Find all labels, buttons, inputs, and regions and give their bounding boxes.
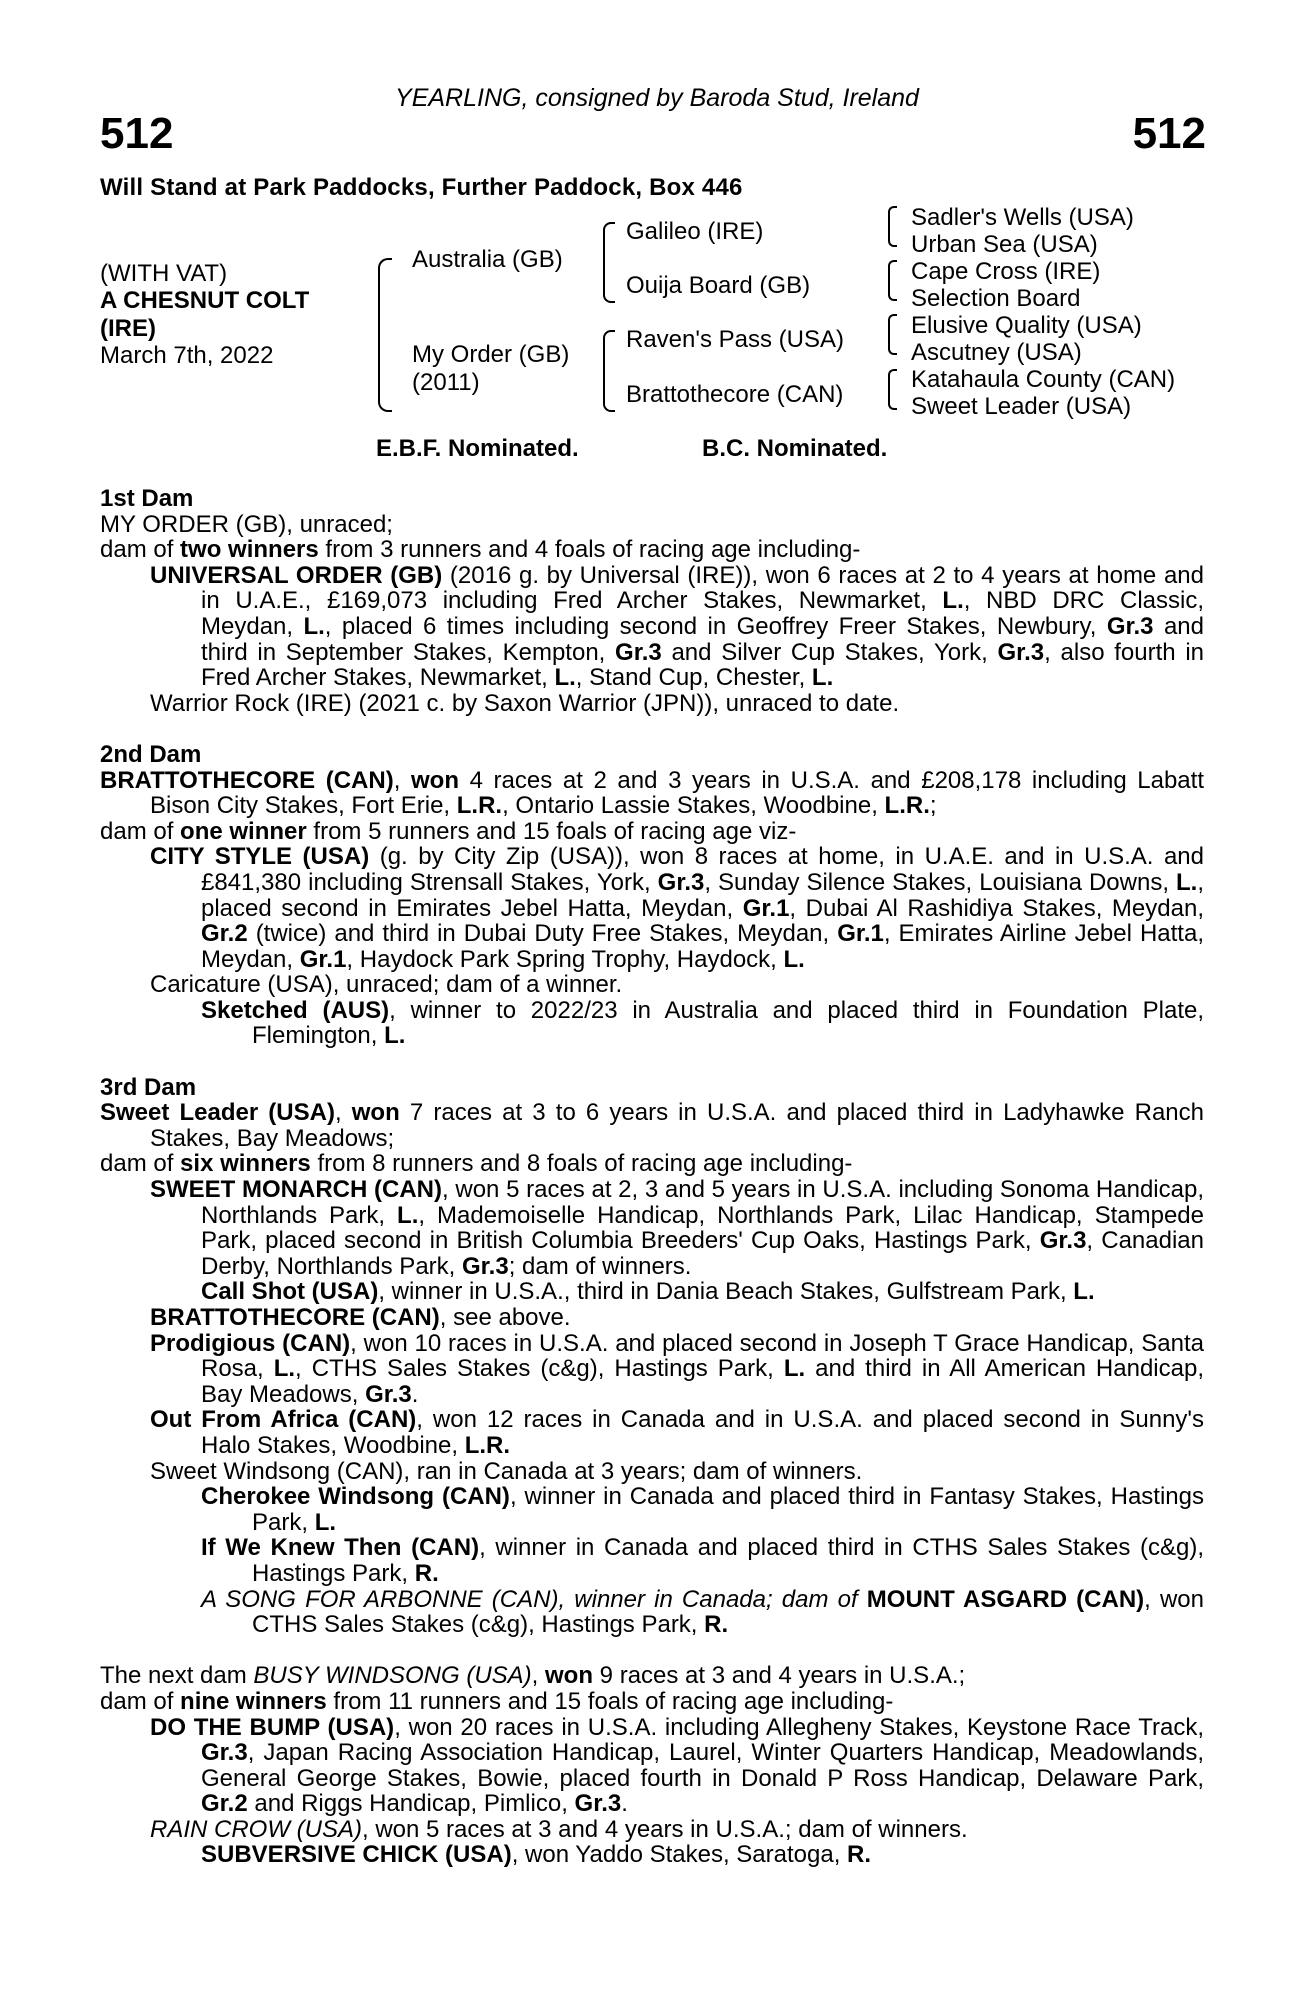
sire-dam: Ouija Board (GB) <box>626 272 811 299</box>
gg-elusive-quality: Elusive Quality (USA) <box>911 312 1142 339</box>
second-dam-heading: 2nd Dam <box>100 740 202 768</box>
dam: My Order (GB) <box>412 341 570 368</box>
lot-number-left: 512 <box>100 109 174 158</box>
entry-do-the-bump: DO THE BUMP (USA), won 20 races in U.S.A. including Allegheny Stakes, Keystone Race Track, Gr.3, Japan Racing Association Handicap, Laurel, Winter Quarters Handicap, Meadowlands, General George Stakes, Bowie, placed fourth in Donald P Ross Handicap, Delaware Park, Gr.2 and Riggs Handicap, Pimlico, Gr.3. <box>150 1713 1204 1818</box>
brace-g78 <box>888 369 897 410</box>
gg-katahaula-county: Katahaula County (CAN) <box>911 366 1176 393</box>
dam-year: (2011) <box>412 369 480 396</box>
entry-out-from-africa: Out From Africa (CAN), won 12 races in Canada and in U.S.A. and placed second in Sunny's Halo Stakes, Woodbine, L.R. <box>150 1406 1204 1459</box>
gg-selection-board: Selection Board <box>911 285 1081 312</box>
sire-sire: Galileo (IRE) <box>626 218 764 245</box>
foaled-date: March 7th, 2022 <box>100 342 274 369</box>
brace-sire-dam <box>378 258 392 412</box>
entry-sweet-windsong: Sweet Windsong (CAN), ran in Canada at 3 years; dam of winners. <box>150 1457 863 1485</box>
entry-brattothecore: BRATTOTHECORE (CAN), see above. <box>150 1304 571 1331</box>
first-dam-heading: 1st Dam <box>100 485 194 512</box>
second-dam-produce-line: dam of one winner from 5 runners and 15 foals of racing age viz- <box>100 817 797 845</box>
first-dam-produce-line: dam of two winners from 3 runners and 4 foals of racing age including- <box>100 536 861 564</box>
horse-suffix: (IRE) <box>100 315 156 342</box>
lot-number-right: 512 <box>1132 109 1206 158</box>
gg-urban-sea: Urban Sea (USA) <box>911 231 1098 258</box>
entry-city-style: CITY STYLE (USA) (g. by City Zip (USA)), won 8 races at home, in U.A.E. and in U.S.A. and £841,380 including Strensall Stakes, York, Gr.3, Sunday Silence Stakes, Louisiana Downs, L., placed second in Emirates Jebel Hatta, Meydan, Gr.1, Dubai Al Rashidiya Stakes, Meydan, Gr.2 (twice) and third in Dubai Duty Free Stakes, Meydan, Gr.1, Emirates Airline Jebel Hatta, Meydan, Gr.1, Haydock Park Spring Trophy, Haydock, L. <box>150 843 1205 973</box>
ebf-nominated: E.B.F. Nominated. <box>376 435 579 462</box>
gg-sadlers-wells: Sadler's Wells (USA) <box>911 204 1134 231</box>
entry-caricature: Caricature (USA), unraced; dam of a winner. <box>150 971 623 999</box>
entry-universal-order: UNIVERSAL ORDER (GB) (2016 g. by Universal (IRE)), won 6 races at 2 to 4 years at home and in U.A.E., £169,073 including Fred Archer Stakes, Newmarket, L., NBD DRC Classic, Meydan, L., placed 6 times including second in Geoffrey Freer Stakes, Newbury, Gr.3 and third in September Stakes, Kempton, Gr.3 and Silver Cup Stakes, York, Gr.3, also fourth in Fred Archer Stakes, Newmarket, L., Stand Cup, Chester, L. <box>150 561 1205 692</box>
third-dam-heading: 3rd Dam <box>100 1073 197 1101</box>
brace-sire-line <box>603 222 615 303</box>
vat-label: (WITH VAT) <box>100 260 228 287</box>
brace-g12 <box>888 206 897 247</box>
third-dam-produce-line: dam of six winners from 8 runners and 8 foals of racing age including- <box>100 1150 853 1178</box>
gg-cape-cross: Cape Cross (IRE) <box>911 258 1101 285</box>
catalogue-body <box>100 486 1204 1868</box>
third-dam-line: Sweet Leader (USA), won 7 races at 3 to 6 years in U.S.A. and placed third in Ladyhawke Ranch Stakes, Bay Meadows; <box>100 1099 1204 1152</box>
brace-g56 <box>888 314 897 355</box>
entry-cherokee-windsong: Cherokee Windsong (CAN), winner in Canada and placed third in Fantasy Stakes, Hastings Park, L. <box>201 1483 1204 1536</box>
gg-sweet-leader: Sweet Leader (USA) <box>911 393 1132 420</box>
dam-sire: Raven's Pass (USA) <box>626 326 844 353</box>
next-dam-produce-line: dam of nine winners from 11 runners and 15 foals of racing age including- <box>100 1687 894 1715</box>
horse-name: A CHESNUT COLT <box>100 287 310 314</box>
entry-warrior-rock: Warrior Rock (IRE) (2021 c. by Saxon Warrior (JPN)), unraced to date. <box>150 689 900 717</box>
entry-if-we-knew-then: If We Knew Then (CAN), winner in Canada and placed third in CTHS Sales Stakes (c&g), Hastings Park, R. <box>201 1534 1205 1587</box>
entry-sketched: Sketched (AUS), winner to 2022/23 in Australia and placed third in Foundation Plate, Flemington, L. <box>201 996 1204 1050</box>
entry-sweet-monarch: SWEET MONARCH (CAN), won 5 races at 2, 3 and 5 years in U.S.A. including Sonoma Handicap, Northlands Park, L., Mademoiselle Handicap, Northlands Park, Lilac Handicap, Stampede Park, placed second in British Columbia Breeders' Cup Oaks, Hastings Park, Gr.3, Canadian Derby, Northlands Park, Gr.3; dam of winners. <box>150 1176 1205 1280</box>
consignor-line: YEARLING, consigned by Baroda Stud, Ireland <box>395 84 919 112</box>
dam-dam: Brattothecore (CAN) <box>626 381 844 408</box>
stand-line: Will Stand at Park Paddocks, Further Paddock, Box 446 <box>100 174 743 201</box>
first-dam-line: MY ORDER (GB), unraced; <box>100 510 393 538</box>
gg-ascutney: Ascutney (USA) <box>911 339 1082 366</box>
entry-call-shot: Call Shot (USA), winner in U.S.A., third in Dania Beach Stakes, Gulfstream Park, L. <box>201 1278 1095 1306</box>
next-dam-line: The next dam BUSY WINDSONG (USA), won 9 races at 3 and 4 years in U.S.A.; <box>100 1662 966 1690</box>
entry-subversive-chick: SUBVERSIVE CHICK (USA), won Yaddo Stakes, Saratoga, R. <box>201 1841 872 1869</box>
bc-nominated: B.C. Nominated. <box>702 435 888 462</box>
entry-prodigious: Prodigious (CAN), won 10 races in U.S.A. and placed second in Joseph T Grace Handicap, Santa Rosa, L., CTHS Sales Stakes (c&g), Hastings Park, L. and third in All American Handicap, Bay Meadows, Gr.3. <box>150 1329 1204 1408</box>
sire: Australia (GB) <box>412 246 563 273</box>
horse-ident <box>100 260 309 369</box>
second-dam-line: BRATTOTHECORE (CAN), won 4 races at 2 and 3 years in U.S.A. and £208,178 including Labatt Bison City Stakes, Fort Erie, L.R., Ontario Lassie Stakes, Woodbine, L.R.; <box>100 766 1204 820</box>
entry-a-song-for-arbonne: A SONG FOR ARBONNE (CAN), winner in Canada; dam of MOUNT ASGARD (CAN), won CTHS Sales Stakes (c&g), Hastings Park, R. <box>201 1585 1204 1639</box>
brace-g34 <box>888 260 897 301</box>
brace-dam-line <box>603 330 615 412</box>
entry-rain-crow: RAIN CROW (USA), won 5 races at 3 and 4 years in U.S.A.; dam of winners. <box>150 1815 968 1843</box>
